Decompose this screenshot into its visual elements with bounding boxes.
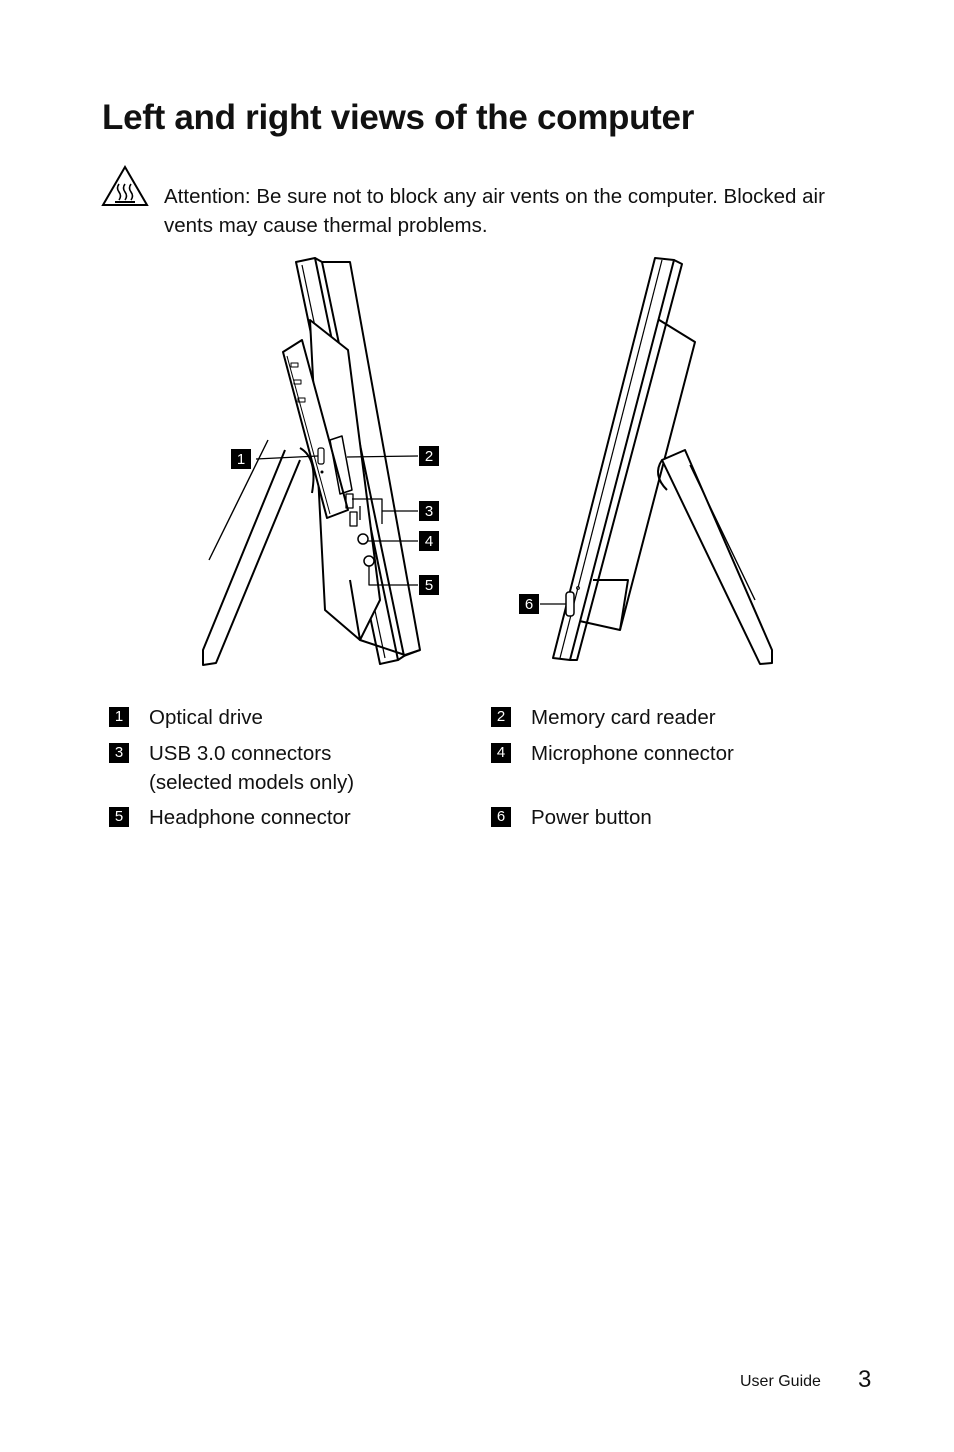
legend-number: 6 xyxy=(491,807,511,827)
svg-text:2: 2 xyxy=(424,448,434,465)
legend-label: USB 3.0 connectors xyxy=(149,742,332,765)
callout-6 xyxy=(519,594,539,614)
hot-surface-warning-icon xyxy=(100,164,150,208)
right-side-view-illustration xyxy=(540,258,772,664)
legend-number: 4 xyxy=(491,743,511,763)
callout-3 xyxy=(419,501,439,521)
callout-4 xyxy=(419,531,439,551)
legend-label: Optical drive xyxy=(149,706,263,729)
legend-number: 5 xyxy=(109,807,129,827)
page-number: 3 xyxy=(858,1366,872,1393)
attention-label: Attention: xyxy=(164,185,251,208)
svg-text:1: 1 xyxy=(236,451,246,468)
legend-number: 1 xyxy=(109,707,129,727)
legend-label: Memory card reader xyxy=(531,706,716,729)
footer-doc-title: User Guide xyxy=(740,1373,821,1390)
callout-2 xyxy=(419,446,439,466)
page-title: Left and right views of the computer xyxy=(102,98,695,137)
computer-side-views-figure xyxy=(0,250,954,680)
svg-text:4: 4 xyxy=(424,533,434,550)
attention-text: Be sure not to block any air vents on the computer. Blocked air vents may cause thermal problems. xyxy=(164,185,825,237)
legend-number: 2 xyxy=(491,707,511,727)
callout-5 xyxy=(419,575,439,595)
legend-label: Microphone connector xyxy=(531,742,734,765)
legend-number: 3 xyxy=(109,743,129,763)
legend-label: Power button xyxy=(531,806,652,829)
svg-text:6: 6 xyxy=(524,596,534,613)
callout-1 xyxy=(231,449,251,469)
legend-label: Headphone connector xyxy=(149,806,351,829)
svg-text:5: 5 xyxy=(424,577,434,594)
attention-notice xyxy=(164,182,864,240)
svg-text:3: 3 xyxy=(424,503,434,520)
legend-label-note: (selected models only) xyxy=(149,771,355,794)
